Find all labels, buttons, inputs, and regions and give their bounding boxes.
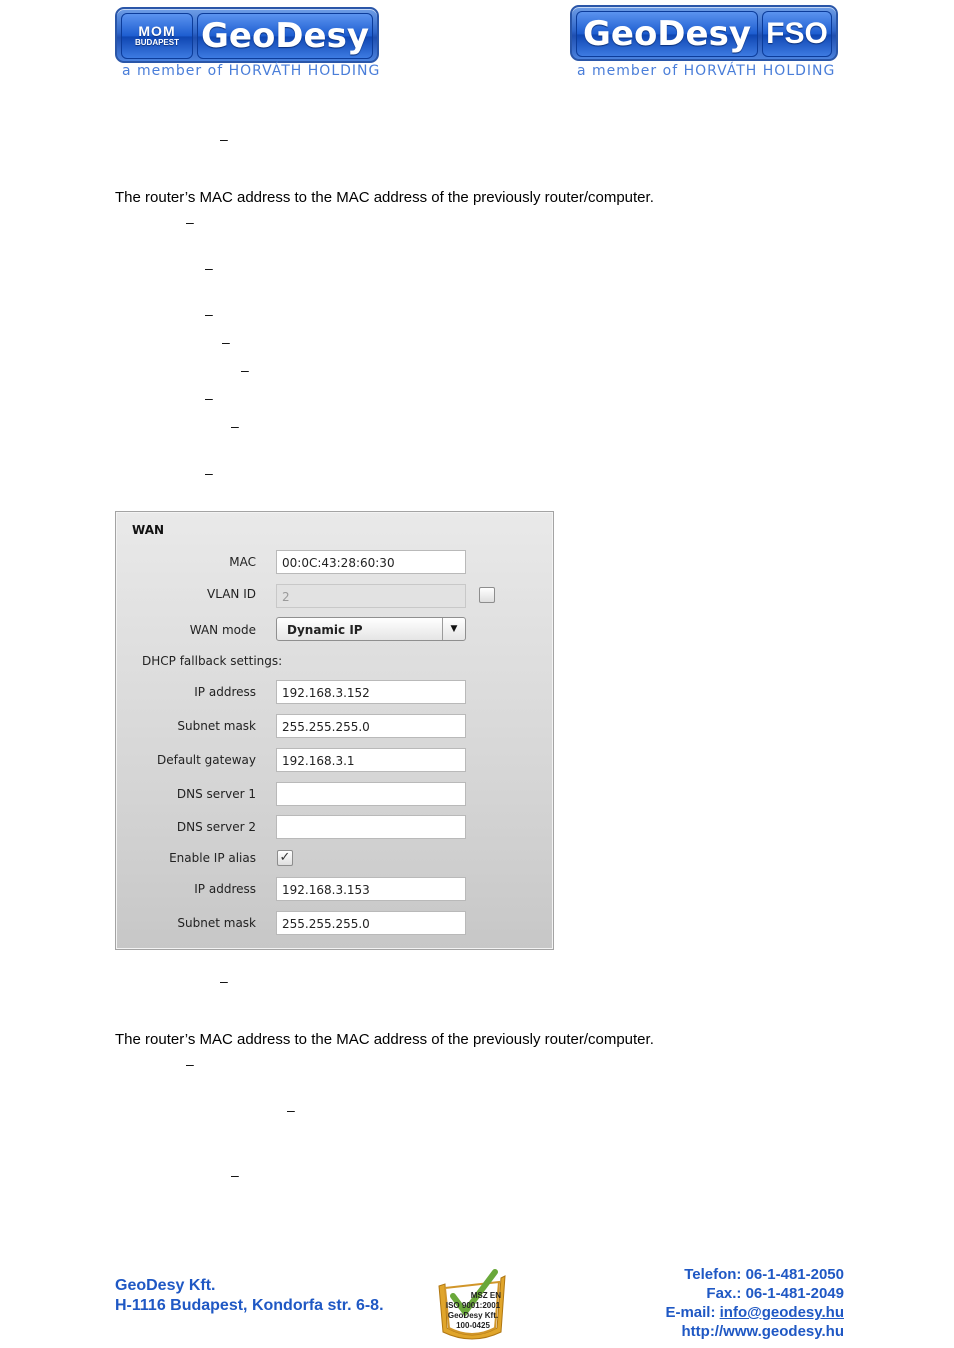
dash-marker: – [186,214,194,230]
email-label: E-mail: [665,1304,720,1321]
cert-line-1: MSZ EN [470,1291,501,1300]
mom-budapest-badge [121,13,193,59]
alias-ip-address-label: IP address [194,882,256,896]
dropdown-arrow-icon[interactable]: ▼ [442,618,465,640]
wan-mode-label: WAN mode [189,623,256,637]
footer-website-link[interactable]: http://www.geodesy.hu [681,1323,844,1340]
wan-mode-select[interactable] [276,617,466,641]
budapest-text: BUDAPEST [134,38,179,47]
footer-address: H-1116 Budapest, Kondorfa str. 6-8. [115,1297,384,1314]
footer-fax: Fax.: 06-1-481-2049 [706,1285,844,1302]
dns-server-2-label: DNS server 2 [176,820,256,834]
dhcp-fallback-label: DHCP fallback settings: [142,654,283,668]
checkmark-icon: ✓ [279,850,291,865]
geodesy-wordmark: GeoDesy [197,13,373,59]
left-logo-tagline: a member of HORVÁTH HOLDING [122,63,381,79]
dash-marker: – [220,973,228,989]
mac-label: MAC [229,555,256,569]
ip-address-field[interactable]: 192.168.3.152 [276,680,466,704]
dash-marker: – [205,306,213,322]
enable-ip-alias-label: Enable IP alias [169,851,256,865]
iso-certificate-badge [435,1268,509,1340]
alias-ip-address-field[interactable]: 192.168.3.153 [276,877,466,901]
footer-company: GeoDesy Kft. [115,1277,216,1294]
wan-settings-panel [115,511,554,950]
dash-marker: – [220,131,228,147]
mom-text: MOM [138,23,176,39]
dns-server-2-field[interactable] [276,815,466,839]
footer-phone: Telefon: 06-1-481-2050 [684,1266,844,1283]
subnet-mask-label: Subnet mask [177,719,256,733]
fso-badge: FSO [762,11,832,57]
alias-subnet-mask-field[interactable]: 255.255.255.0 [276,911,466,935]
mac-sentence-repeat: The router’s MAC address to the MAC address of the previously router/computer. [115,1031,654,1048]
vlan-enable-checkbox[interactable] [479,587,495,603]
geodesy-fso-logo [570,5,838,61]
right-logo-tagline: a member of HORVÁTH HOLDING [577,63,836,79]
vlan-id-label: VLAN ID [207,587,256,601]
dns-server-1-label: DNS server 1 [176,787,256,801]
enable-ip-alias-checkbox[interactable] [277,850,293,866]
mac-sentence: The router’s MAC address to the MAC address of the previously router/computer. [115,189,654,206]
cert-line-4: 100-0425 [456,1321,490,1330]
dash-marker: – [241,362,249,378]
vlan-id-field[interactable]: 2 [276,584,466,608]
cert-line-3: GeoDesy Kft. [447,1311,499,1320]
subnet-mask-field[interactable]: 255.255.255.0 [276,714,466,738]
dash-marker: – [222,334,230,350]
alias-subnet-mask-label: Subnet mask [177,916,256,930]
footer-email [665,1304,844,1321]
wan-mode-value: Dynamic IP [287,623,363,637]
dns-server-1-field[interactable] [276,782,466,806]
email-link[interactable]: info@geodesy.hu [719,1304,844,1321]
default-gateway-label: Default gateway [157,753,256,767]
geodesy-wordmark-right: GeoDesy [576,11,758,57]
dash-marker: – [205,465,213,481]
dash-marker: – [205,390,213,406]
default-gateway-field[interactable]: 192.168.3.1 [276,748,466,772]
mom-geodesy-logo [115,7,379,63]
dash-marker: – [287,1102,295,1118]
dash-marker: – [205,260,213,276]
dash-marker: – [186,1056,194,1072]
dash-marker: – [231,418,239,434]
mac-field[interactable]: 00:0C:43:28:60:30 [276,550,466,574]
dash-marker: – [231,1167,239,1183]
ip-address-label: IP address [194,685,256,699]
cert-line-2: ISO 9001:2001 [445,1301,501,1310]
wan-title: WAN [132,523,165,537]
